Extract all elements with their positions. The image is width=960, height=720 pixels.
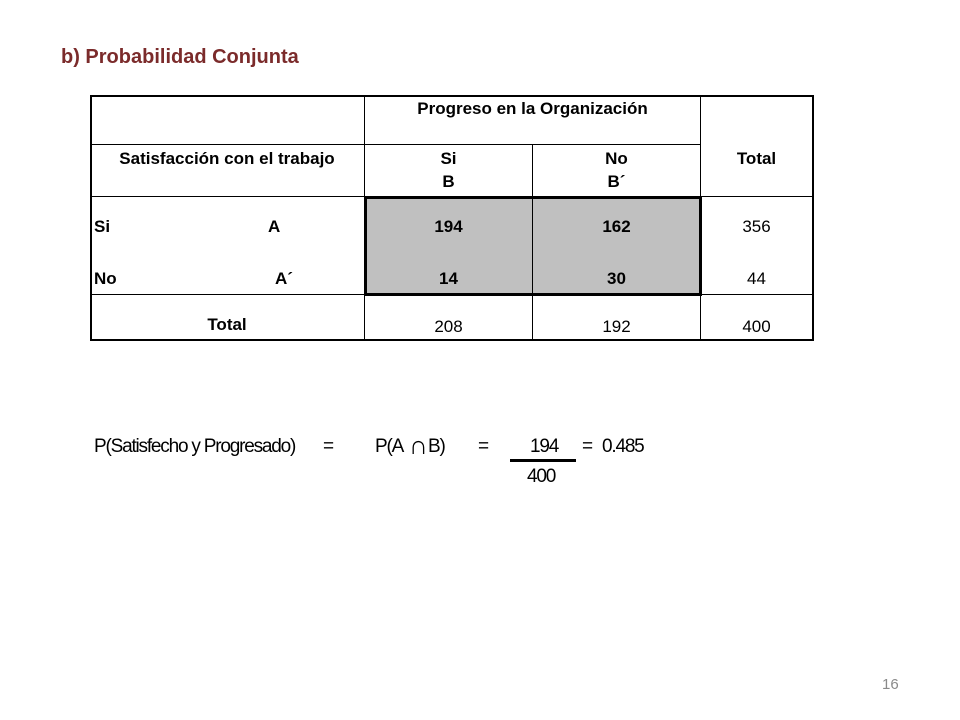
fraction-denominator: 400	[527, 466, 556, 487]
table-cell: 30	[607, 268, 626, 288]
formula-p-close: B)	[428, 436, 445, 457]
grand-total: 400	[742, 316, 771, 336]
formula-equals: =	[478, 436, 488, 457]
column-symbol: B	[442, 172, 455, 191]
formula-left: P(Satisfecho y Progresado)	[94, 436, 296, 457]
fraction-numerator: 194	[530, 436, 559, 457]
group-header: Progreso en la Organización	[417, 98, 648, 118]
formula-equals: =	[582, 436, 592, 457]
column-header-si	[365, 147, 532, 195]
column-total: 192	[602, 316, 631, 336]
table-cell: 14	[439, 268, 458, 288]
row-label: Si	[94, 216, 111, 236]
fraction-bar	[510, 459, 576, 462]
intersection-symbol: ∩	[409, 430, 428, 460]
formula-result: 0.485	[602, 436, 644, 457]
formula-p-open: P(A	[375, 436, 404, 457]
row-variable-header: Satisfacción con el trabajo	[119, 148, 335, 168]
column-symbol: B´	[607, 172, 626, 191]
row-label: No	[94, 268, 117, 288]
totals-row-label: Total	[207, 314, 247, 334]
column-total: 208	[434, 316, 463, 336]
contingency-table	[90, 95, 814, 341]
row-total: 44	[747, 268, 766, 288]
row-symbol: A´	[275, 268, 293, 288]
table-cell: 194	[434, 216, 463, 236]
column-header-no	[533, 147, 700, 195]
slide-title: b) Probabilidad Conjunta	[61, 46, 299, 68]
page-number: 16	[882, 676, 899, 693]
column-label: No	[605, 149, 628, 169]
formula-equals: =	[323, 436, 333, 457]
column-header-total: Total	[736, 148, 777, 168]
row-total: 356	[742, 216, 771, 236]
table-cell: 162	[602, 216, 631, 236]
column-label: Si	[440, 149, 457, 169]
row-symbol: A	[268, 216, 281, 236]
